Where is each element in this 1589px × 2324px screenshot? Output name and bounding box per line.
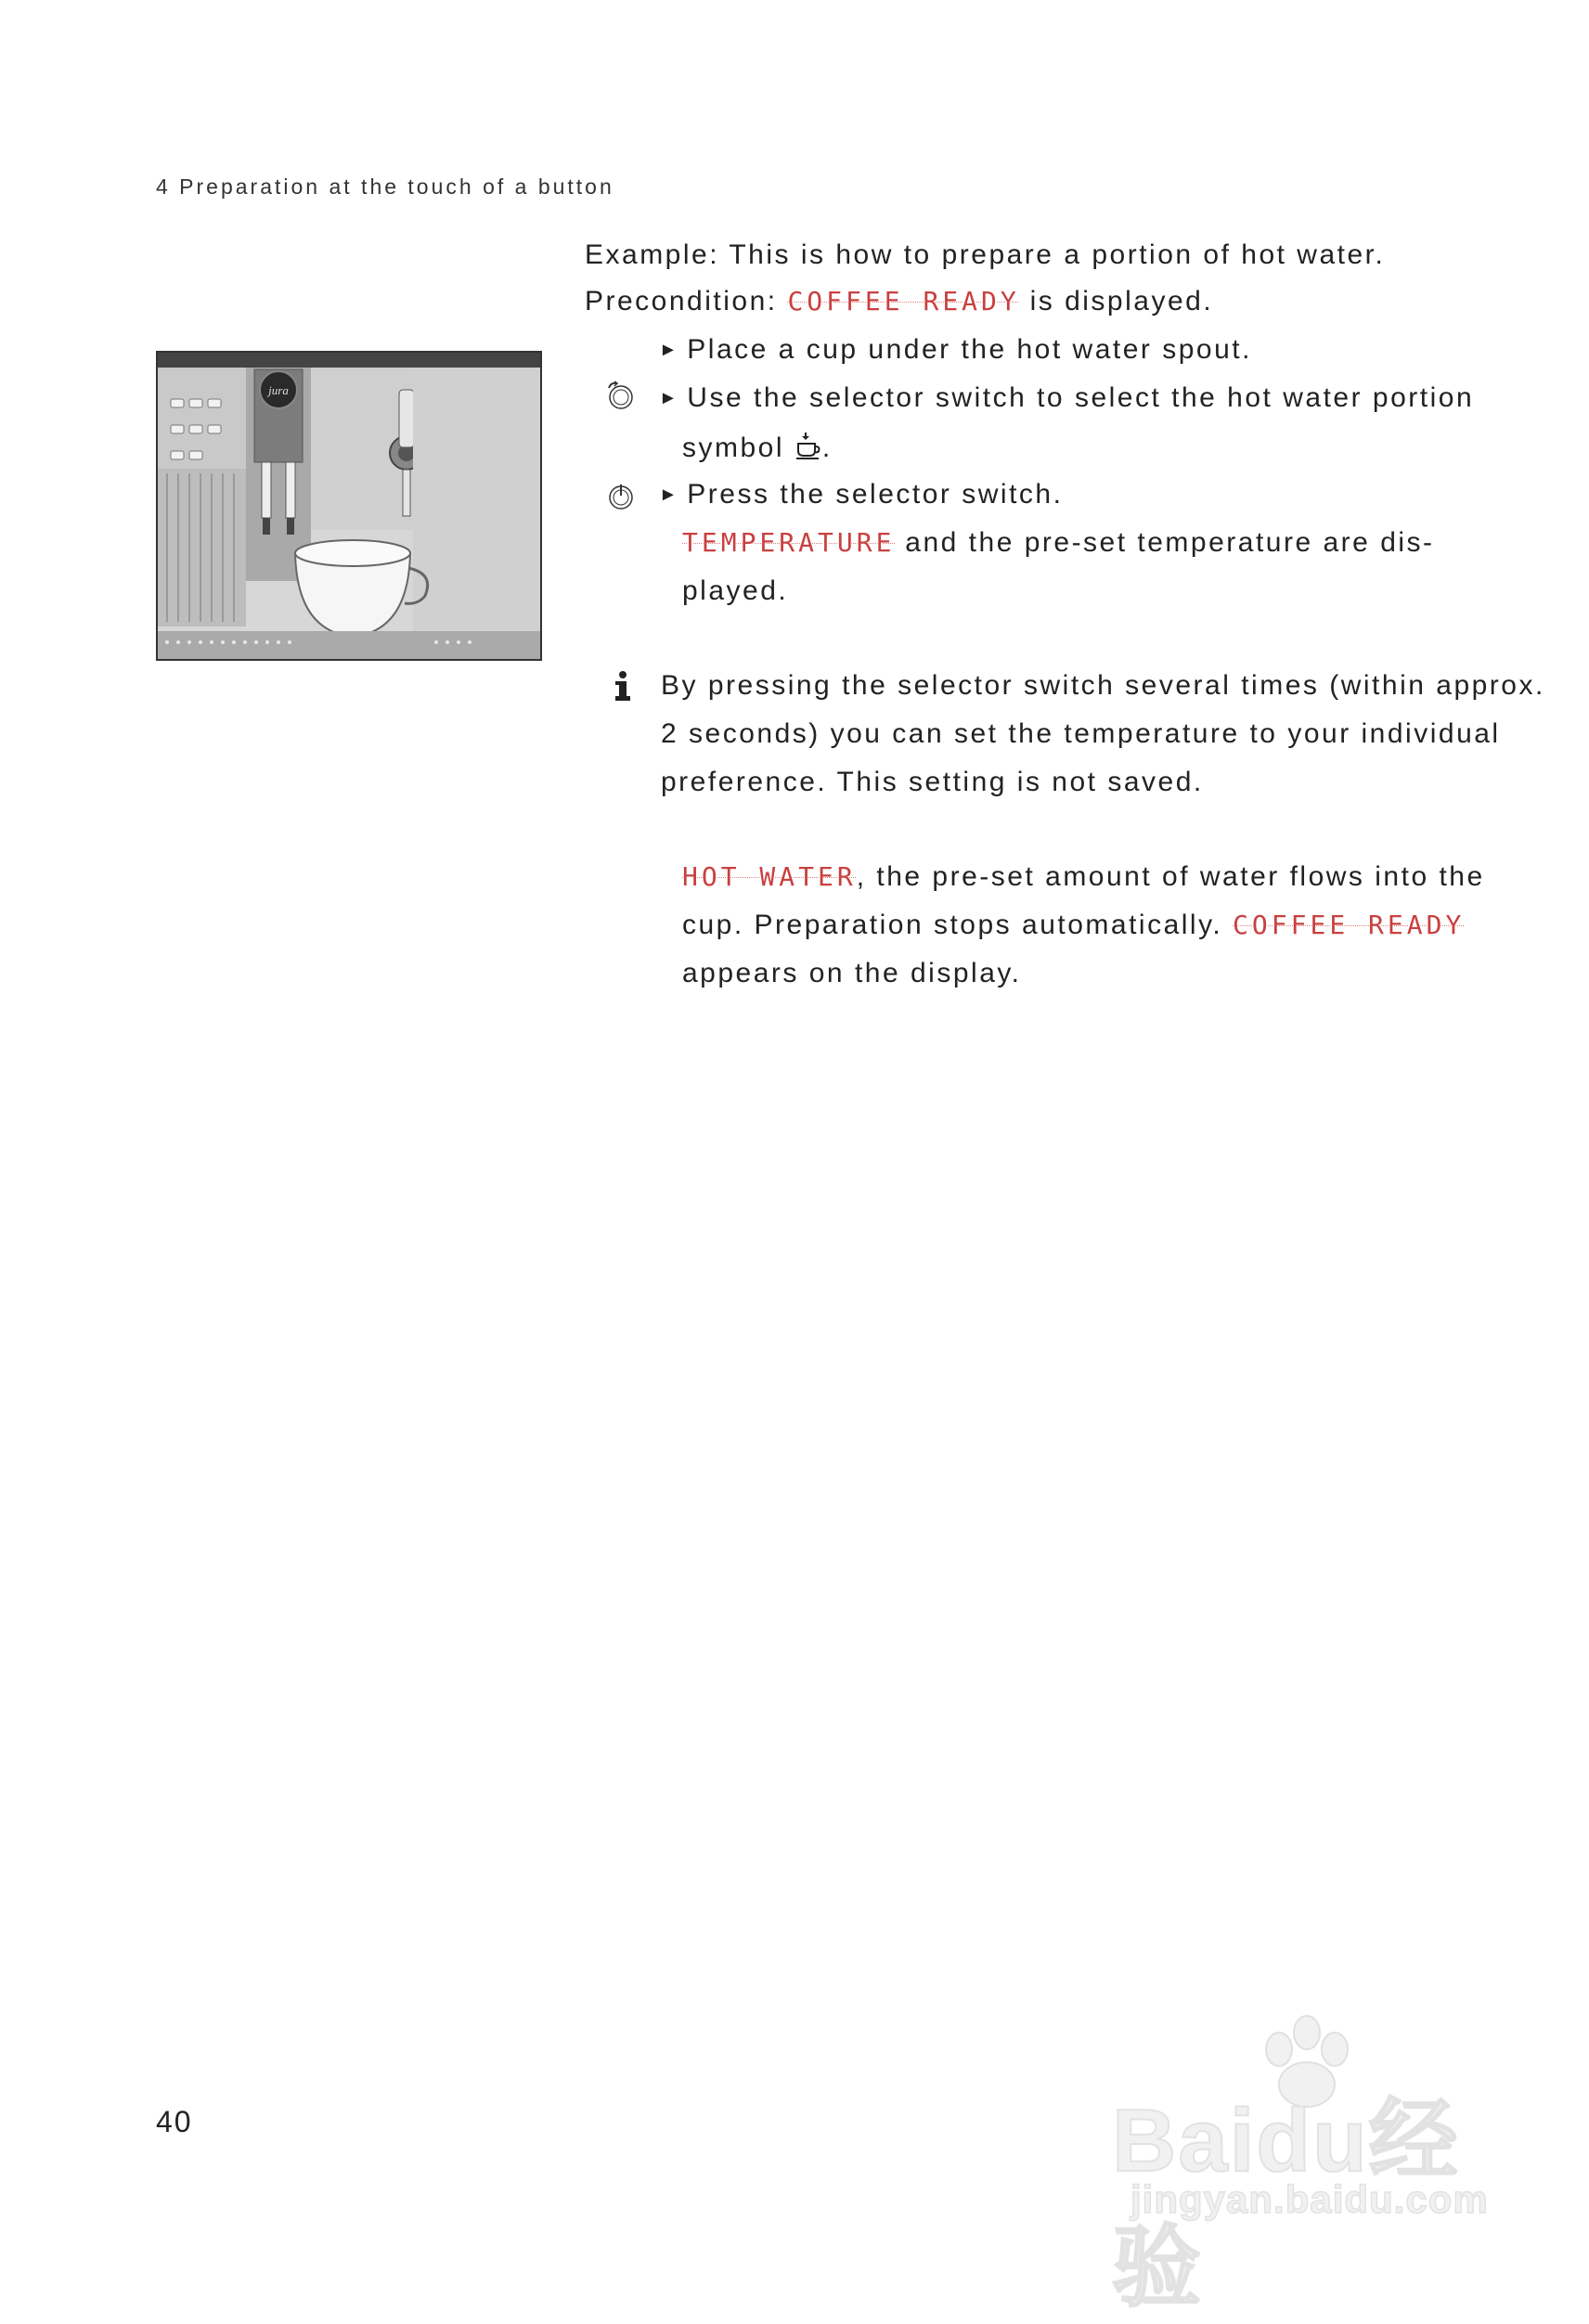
display-temperature: TEMPERATURE	[682, 527, 896, 558]
brand-logo: jura	[268, 383, 289, 397]
info-line-1: By pressing the selector switch several times (within approx.	[661, 670, 1545, 701]
display-coffee-ready: COFFEE READY	[1233, 910, 1466, 940]
info-line-3: preference. This setting is not saved.	[661, 767, 1204, 797]
temperature-text: and the pre-set temperature are dis-	[905, 527, 1435, 558]
step-arrow-icon: ►	[659, 340, 680, 360]
watermark	[1112, 2021, 1502, 2318]
result-text-1: , the pre-set amount of water flows into the	[856, 861, 1485, 892]
step-press-selector	[659, 479, 1063, 510]
step-arrow-icon: ►	[659, 388, 680, 408]
example-text: Example: This is how to prepare a portion of hot water.	[585, 239, 1386, 270]
temperature-line	[682, 527, 1435, 559]
result-text-2: cup. Preparation stops automatically.	[682, 910, 1223, 940]
watermark-url: jingyan.baidu.com	[1130, 2177, 1489, 2221]
step-select-portion	[659, 382, 1475, 414]
press-selector-icon	[605, 481, 637, 520]
rotate-selector-icon	[605, 381, 637, 420]
temperature-line-2: played.	[682, 575, 789, 606]
info-line-2: 2 seconds) you can set the temperature to your individual	[661, 718, 1501, 749]
display-hot-water: HOT WATER	[682, 861, 857, 892]
precondition-prefix: Precondition:	[585, 286, 788, 316]
step-label: Place a cup under the hot water spout.	[687, 334, 1252, 365]
coffee-machine-illustration	[156, 351, 542, 661]
precondition-suffix: is displayed.	[1019, 286, 1214, 316]
step-place-cup	[659, 334, 1252, 366]
precondition-text	[585, 286, 1213, 317]
step-label: Use the selector switch to select the hot water portion	[687, 382, 1475, 413]
step-arrow-icon: ►	[659, 484, 680, 505]
hot-water-cup-icon	[794, 431, 822, 468]
section-title: 4 Preparation at the touch of a button	[156, 174, 614, 199]
result-line-3: appears on the display.	[682, 958, 1022, 988]
step-symbol-line: symbol .	[682, 431, 833, 468]
page-number: 40	[156, 2105, 193, 2138]
watermark-brand: Baidu经验	[1112, 2091, 1460, 2318]
display-coffee-ready: COFFEE READY	[787, 286, 1020, 316]
result-line-1	[682, 861, 1485, 893]
step-label: Press the selector switch.	[687, 479, 1064, 510]
symbol-label: symbol	[682, 432, 785, 463]
result-line-2	[682, 910, 1466, 941]
info-icon	[613, 670, 633, 711]
